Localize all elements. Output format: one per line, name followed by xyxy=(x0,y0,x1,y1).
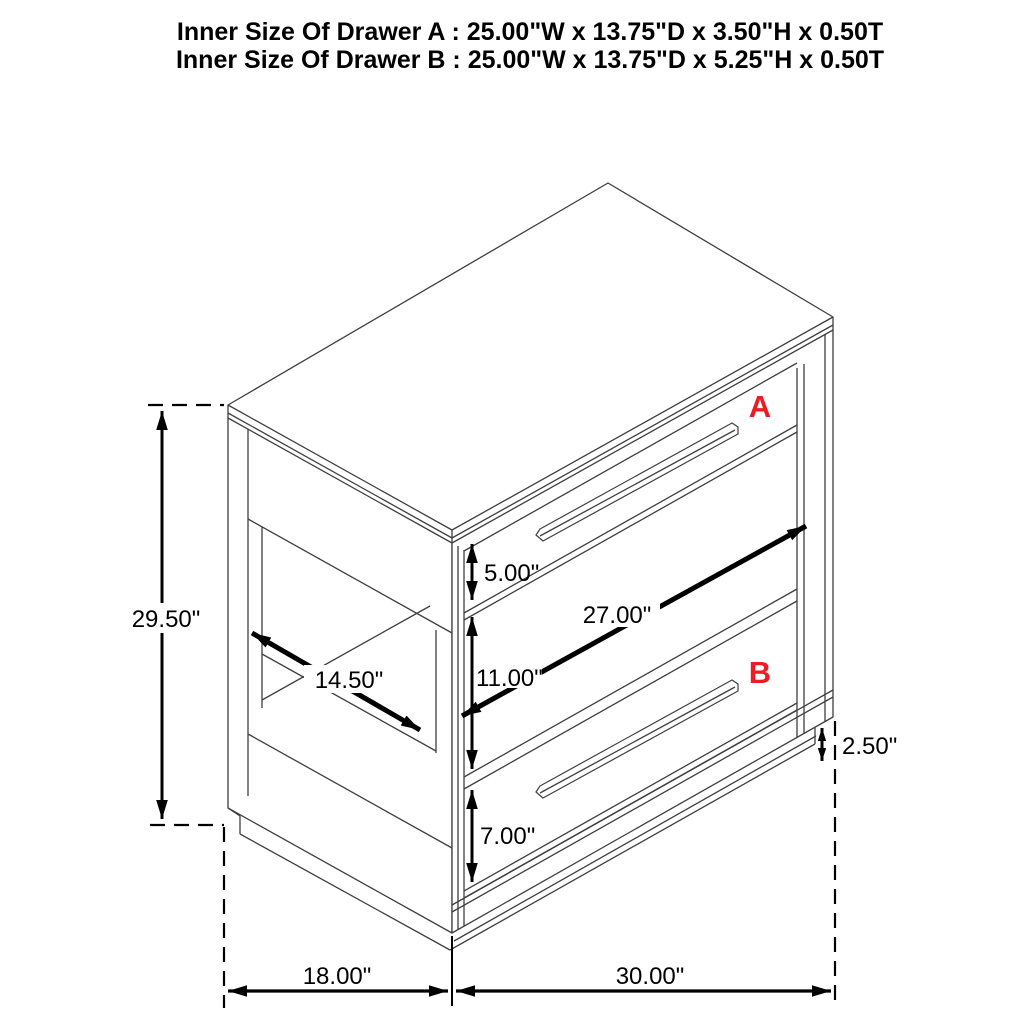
dim-opening-height-label: 11.00" xyxy=(476,665,543,692)
dim-overall-width-label: 30.00" xyxy=(615,963,685,990)
dim-drawer-width-label: 27.00" xyxy=(582,602,652,629)
dim-base-clearance-label: 2.50" xyxy=(842,733,898,760)
drawer-b-spec-text: Inner Size Of Drawer B : 25.00"W x 13.75"D x 5.25"H x 0.50T xyxy=(175,46,885,74)
drawer-a-spec-text: Inner Size Of Drawer A : 25.00"W x 13.75"D x 3.50"H x 0.50T xyxy=(176,18,884,46)
dim-shelf-depth-label: 14.50" xyxy=(314,667,384,694)
dim-drawer-a-height-label: 5.00" xyxy=(484,560,540,587)
drawer-b-label: B xyxy=(748,655,772,690)
dim-drawer-b-height-label: 7.00" xyxy=(480,823,536,850)
dim-overall-depth-label: 18.00" xyxy=(302,963,372,990)
drawer-a-label: A xyxy=(748,389,772,424)
dim-overall-height-label: 29.50" xyxy=(131,606,201,633)
